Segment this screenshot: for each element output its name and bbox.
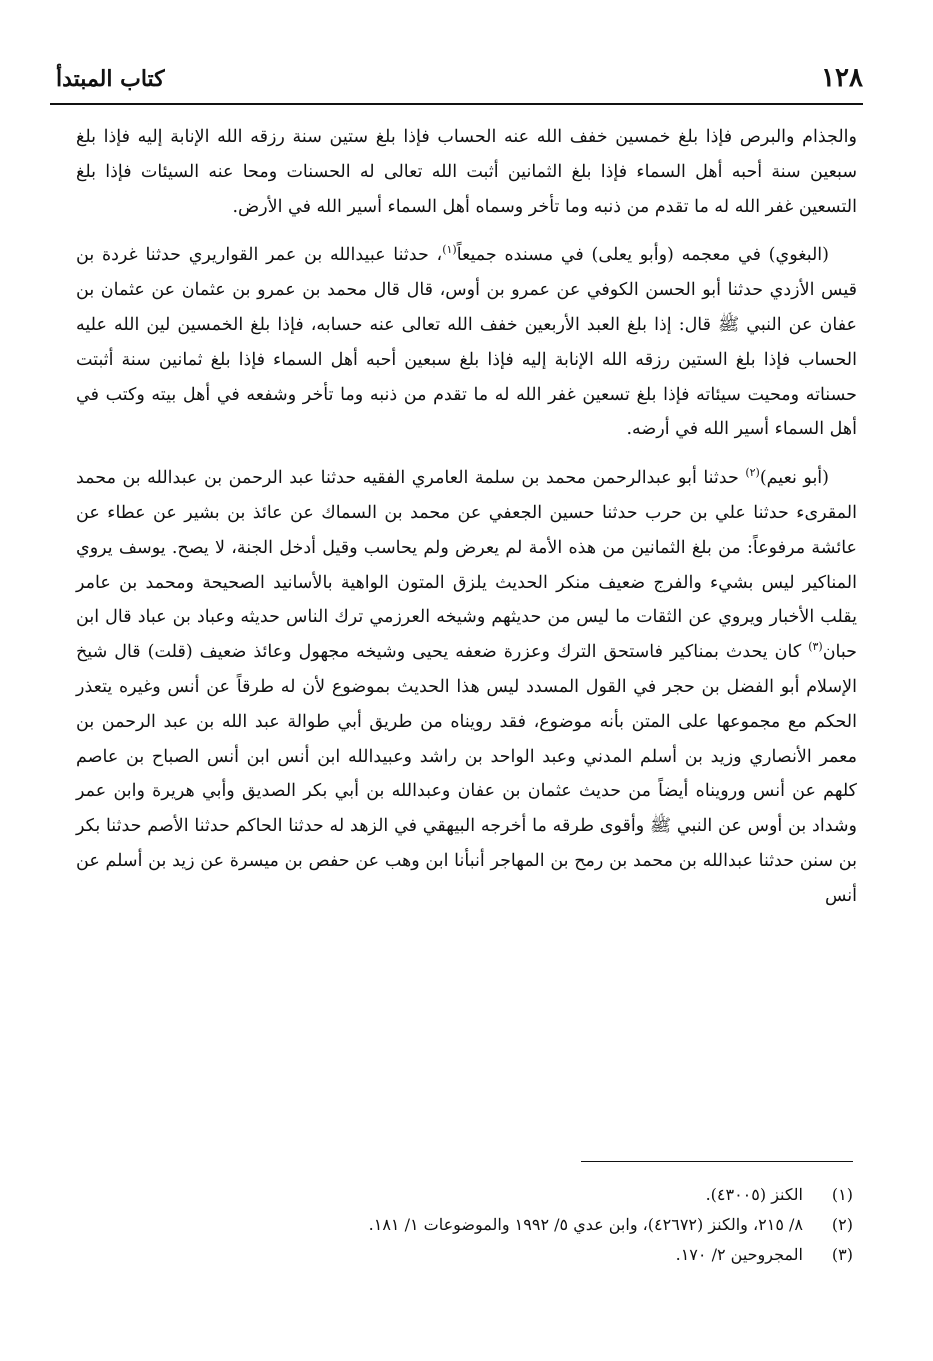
footnote-text: الكنز (٤٣٠٠٥). <box>705 1185 803 1204</box>
page-header <box>56 62 863 102</box>
paragraph-3-body: كان يحدث بمناكير فاستحق الترك وعزرة ضعفه يحيى وشيخه مجهول وعائذ ضعيف (قلت) قال شيخ الإسلام أبو الفضل بن حجر في القول المسدد ليس هذا الحديث بموضوع لأن له طرقاً عن أنس وغيره يتعذر الحكم مع مجموعها على المتن بأنه موضوع، فقد رويناه من طريق أبي طوالة عبد الله بن عبد الرحمن بن معمر الأنصاري وزيد بن أسلم المدني وعبد الواحد بن راشد وعبيدالله ابن أنس ابن أنس الصباح بن عاصم كلهم عن أنس ورويناه أيضاً من حديث عثمان بن عفان وعبدالله بن أبي بكر الصديق وأبي هريرة وابن عمر وشداد بن أوس عن النبي ﷺ وأقوى طرقه ما أخرجه البيهقي في الزهد له حدثنا الحاكم حدثنا الأصم حدثنا بكر بن سنن حدثنا عبدالله بن محمد بن رمح بن المهاجر أنبأنا ابن وهب عن حفص بن ميسرة عن زيد بن أسلم عن أنس <box>76 642 857 906</box>
paragraph-2-body: ، حدثنا عبيدالله بن عمر القواريري حدثنا غردة بن قيس الأزدي حدثنا أبو الحسن الكوفي عن عمرو بن أوس، قال قال محمد بن عمرو بن عثمان عن عثمان بن عفان عن النبي ﷺ قال: إذا بلغ العبد الأربعين خفف الله تعالى عنه حسابه، فإذا بلغ الخمسين لين الله عليه الحساب فإذا بلغ الستين رزقه الله الإنابة إليه فإذا بلغ سبعين أحبه أهل السماء فإذا بلغ ثمانين سنة أثبتت حسناته ومحيت سيئاته فإذا بلغ تسعين غفر الله له ما تقدم من ذنبه وما تأخر وشفعه في أهل بيته وكتب في أهل السماء أسير الله في أرضه. <box>76 245 857 440</box>
footnote-number: (١) <box>831 1185 853 1204</box>
footnote-divider <box>581 1161 853 1162</box>
footnote-number: (٣) <box>831 1245 853 1264</box>
header-divider <box>50 103 863 105</box>
page-number: ١٢٨ <box>821 63 863 93</box>
paragraph-3-lead: (أبو نعيم) <box>759 468 829 489</box>
footnote-2 <box>80 1210 853 1240</box>
footnote-text: ٨/ ٢١٥، والكنز (٤٢٦٧٢)، وابن عدي ٥/ ١٩٩٢ والموضوعات ١/ ١٨١. <box>368 1215 803 1234</box>
paragraph-1 <box>76 120 857 224</box>
paragraph-2 <box>76 238 857 447</box>
paragraph-1-text: والجذام والبرص فإذا بلغ خمسين خفف الله عنه الحساب فإذا بلغ ستين سنة رزقه الله الإنابة إليه فإذا بلغ سبعين سنة أحبه أهل السماء فإذا بلغ الثمانين أثبت الله تعالى له الحسنات ومحا عنه السيئات فإذا بلغ التسعين غفر الله له ما تقدم من ذنبه وما تأخر وسماه أهل السماء أسير الله في الأرض. <box>76 127 857 217</box>
footnote-ref-3: (٣) <box>808 640 823 654</box>
paragraph-3 <box>76 461 857 913</box>
footnote-number: (٢) <box>831 1215 853 1234</box>
paragraph-3-middle: حدثنا أبو عبدالرحمن محمد بن سلمة العامري الفقيه حدثنا عبد الرحمن بن عبدالله بن محمد المقرىء حدثنا علي بن حرب حدثنا حسين الجعفي عن محمد بن السماك عن عائذ بن بشير عن عطاء عن عائشة مرفوعاً: من بلغ الثمانين من هذه الأمة لم يعرض ولم يحاسب وقيل أدخل الجنة، لا يصح. يوسف يروي المناكير ليس بشيء والفرج ضعيف منكر الحديث يلزق المتون الواهية بالأسانيد الصحيحة ومحمد بن عامر يقلب الأخبار ويروي عن الثقات ما ليس من حديثهم وشيخه العرزمي ترك الناس حديثه وعباد بن عباد قال ابن حبان <box>76 468 857 663</box>
footnote-ref-1: (١) <box>442 243 457 257</box>
running-title: كتاب المبتدأ <box>56 66 165 92</box>
main-text <box>76 120 857 928</box>
footnote-3 <box>80 1240 853 1270</box>
footnotes <box>80 1180 853 1270</box>
footnote-text: المجروحين ٢/ ١٧٠. <box>675 1245 803 1264</box>
paragraph-2-lead: (البغوي) في معجمه (وأبو يعلى) في مسنده جميعاً <box>456 245 829 266</box>
footnote-ref-2: (٢) <box>745 466 760 480</box>
footnote-1 <box>80 1180 853 1210</box>
